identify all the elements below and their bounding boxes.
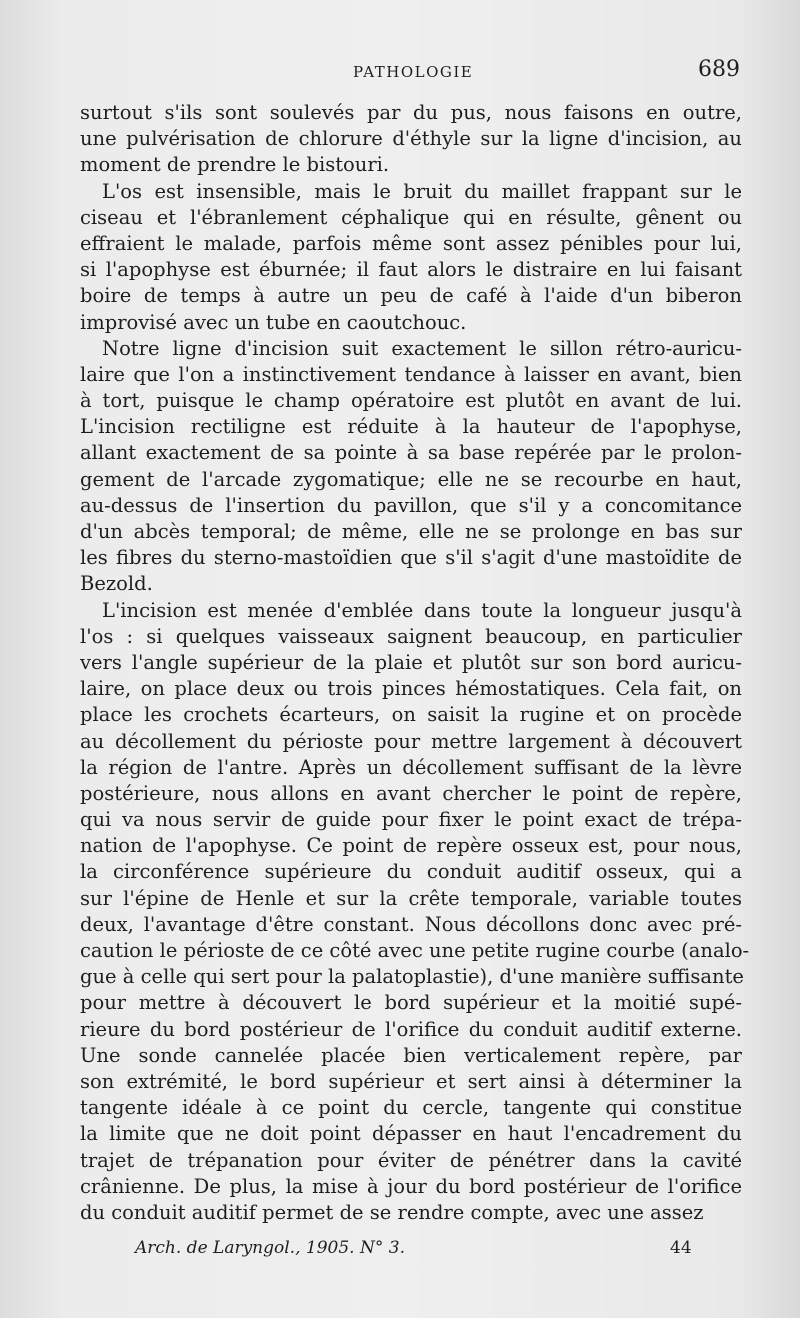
text-line: Bezold.: [80, 572, 153, 596]
text-line: place les crochets écarteurs, on saisit la rugine et on procède: [80, 703, 742, 727]
page-header: [80, 57, 740, 87]
running-head: PATHOLOGIE: [353, 63, 474, 81]
text-line: au-dessus de l'insertion du pavillon, que s'il y a concomitance: [80, 493, 742, 517]
text-line: à tort, puisque le champ opératoire est plutôt en avant de lui.: [80, 389, 742, 413]
text-line: effraient le malade, parfois même sont assez pénibles pour lui,: [80, 231, 742, 255]
text-line: surtout s'ils sont soulevés par du pus, nous faisons en outre,: [80, 101, 742, 124]
text-line: gement de l'arcade zygomatique; elle ne se recourbe en haut,: [80, 467, 742, 491]
text-line: son extrémité, le bord supérieur et sert ainsi à déterminer la: [80, 1069, 742, 1093]
text-line: une pulvérisation de chlorure d'éthyle sur la ligne d'incision, au: [80, 127, 742, 151]
text-line: Une sonde cannelée placée bien verticalement repère, par: [80, 1043, 742, 1067]
text-line: vers l'angle supérieur de la plaie et plutôt sur son bord auricu-: [80, 650, 742, 674]
page-number: 689: [698, 57, 740, 82]
text-line: au décollement du périoste pour mettre largement à découvert: [80, 729, 742, 753]
text-line: allant exactement de sa pointe à sa base repérée par le prolon-: [80, 441, 742, 465]
text-line: nation de l'apophyse. Ce point de repère osseux est, pour nous,: [80, 834, 742, 858]
text-line: crânienne. De plus, la mise à jour du bord postérieur de l'orifice: [80, 1174, 742, 1198]
text-line: L'os est insensible, mais le bruit du maillet frappant sur le: [102, 179, 742, 203]
paragraph: [80, 179, 742, 336]
text-line: moment de prendre le bistouri.: [80, 153, 390, 177]
text-line: improvisé avec un tube en caoutchouc.: [80, 310, 467, 334]
text-line: pour mettre à découvert le bord supérieur et la moitié supé-: [80, 991, 742, 1015]
text-line: gue à celle qui sert pour la palatoplastie), d'une manière suffisante: [80, 965, 744, 989]
page-body: [80, 100, 750, 1226]
text-line: qui va nous servir de guide pour fixer le point exact de trépa-: [80, 808, 742, 832]
text-line: la région de l'antre. Après un décollement suffisant de la lèvre: [80, 755, 742, 779]
text-line: les fibres du sterno-mastoïdien que s'il s'agit d'une mastoïdite de: [80, 546, 742, 570]
text-line: L'incision rectiligne est réduite à la hauteur de l'apophyse,: [80, 415, 742, 439]
text-line: l'os : si quelques vaisseaux saignent beaucoup, en particulier: [80, 624, 742, 648]
text-line: laire que l'on a instinctivement tendance à laisser en avant, bien: [80, 362, 742, 386]
text-line: deux, l'avantage d'être constant. Nous décollons donc avec pré-: [80, 912, 742, 936]
text-line: si l'apophyse est éburnée; il faut alors le distraire en lui faisant: [80, 258, 742, 282]
text-line: la limite que ne doit point dépasser en haut l'encadrement du: [80, 1122, 742, 1146]
text-line: du conduit auditif permet de se rendre compte, avec une assez: [80, 1200, 704, 1224]
text-line: rieure du bord postérieur de l'orifice du conduit auditif externe.: [80, 1017, 742, 1041]
paragraph: [80, 336, 742, 598]
text-line: ciseau et l'ébranlement céphalique qui en résulte, gênent ou: [80, 205, 742, 229]
text-line: sur l'épine de Henle et sur la crête temporale, variable toutes: [80, 886, 742, 910]
footer-journal-reference: Arch. de Laryngol., 1905. N° 3.: [135, 1238, 405, 1258]
text-line: postérieure, nous allons en avant chercher le point de repère,: [80, 781, 742, 805]
text-line: trajet de trépanation pour éviter de pénétrer dans la cavité: [80, 1148, 742, 1172]
paragraph: [80, 598, 750, 1227]
text-line: la circonférence supérieure du conduit auditif osseux, qui a: [80, 860, 742, 884]
page-footer: [80, 1238, 740, 1262]
text-line: L'incision est menée d'emblée dans toute la longueur jusqu'à: [102, 598, 742, 622]
footer-signature-mark: 44: [670, 1238, 692, 1258]
text-line: tangente idéale à ce point du cercle, tangente qui constitue: [80, 1096, 742, 1120]
text-line: Notre ligne d'incision suit exactement le sillon rétro-auricu-: [102, 336, 742, 360]
text-line: laire, on place deux ou trois pinces hémostatiques. Cela fait, on: [80, 677, 742, 701]
text-line: d'un abcès temporal; de même, elle ne se prolonge en bas sur: [80, 520, 742, 543]
text-line: boire de temps à autre un peu de café à l'aide d'un biberon: [80, 284, 742, 308]
paragraph: [80, 100, 742, 179]
text-line: caution le périoste de ce côté avec une petite rugine courbe (analo-: [80, 939, 750, 962]
